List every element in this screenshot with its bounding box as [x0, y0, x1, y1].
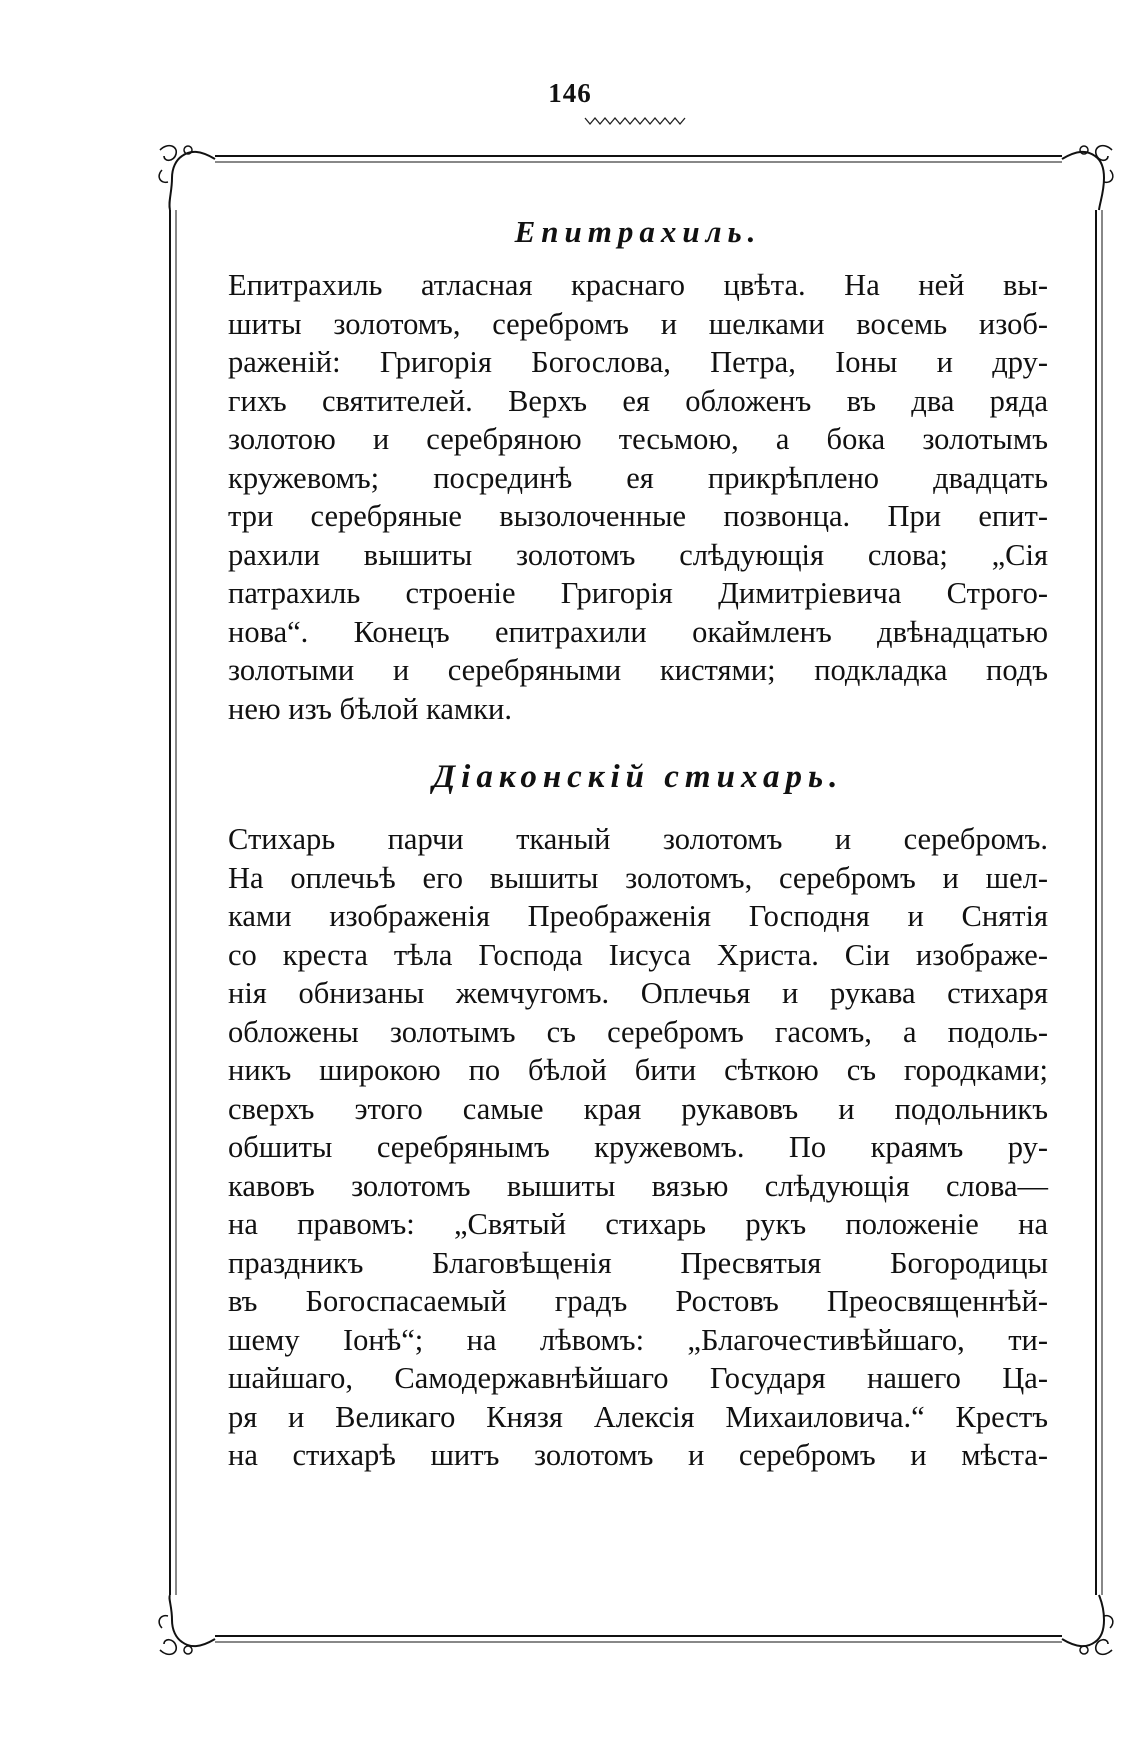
section-heading-deacon-sticharion: Діаконскій стихарь.	[432, 759, 844, 795]
text-line: Епитрахиль атласная краснаго цвѣта. На ней вы-	[228, 268, 1048, 302]
text-line: сверхъ этого самые края рукавовъ и подольникъ	[228, 1091, 1048, 1126]
text-line: шему Іонѣ“; на лѣвомъ: „Благочестивѣйшаго, ти-	[228, 1322, 1048, 1357]
section-heading-epitrachil: Епитрахиль.	[514, 214, 762, 249]
text-line: золотыми и серебряными кистями; подкладка подъ	[228, 653, 1048, 687]
text-line: рахили вышиты золотомъ слѣдующія слова; „Сія	[228, 537, 1048, 572]
text-line: на правомъ: „Святый стихарь рукъ положеніе на	[228, 1207, 1048, 1241]
text-line: золотою и серебряною тесьмою, а бока золотымъ	[228, 422, 1048, 456]
text-line: праздникъ Благовѣщенія Пресвятыя Богородицы	[228, 1245, 1048, 1280]
paragraph-deacon-sticharion	[228, 820, 1048, 1475]
text-line: раженій: Григорія Богослова, Петра, Іоны и дру-	[228, 345, 1048, 379]
text-line: со креста тѣла Господа Іисуса Христа. Сіи изображе-	[228, 937, 1048, 972]
text-line: нія обнизаны жемчугомъ. Оплечья и рукава стихаря	[228, 976, 1048, 1010]
text-line: гихъ святителей. Верхъ ея обложенъ въ два ряда	[228, 383, 1048, 418]
text-line: На оплечьѣ его вышиты золотомъ, серебромъ и шел-	[228, 860, 1048, 895]
text-line: ря и Великаго Князя Алексія Михаиловича.“ Крестъ	[228, 1399, 1048, 1434]
text-line: шиты золотомъ, серебромъ и шелками восемь изоб-	[228, 306, 1048, 341]
text-line: патрахиль строеніе Григорія Димитріевича Строго-	[228, 576, 1048, 610]
paragraph-epitrachil	[228, 266, 1048, 728]
text-line: на стихарѣ шитъ золотомъ и серебромъ и мѣста-	[228, 1438, 1048, 1472]
text-line: никъ широкою по бѣлой бити сѣткою съ городками;	[228, 1053, 1048, 1087]
page-number: 146	[548, 78, 592, 108]
text-line: Стихарь парчи тканый золотомъ и серебромъ.	[228, 822, 1048, 856]
text-line: въ Богоспасаемый градъ Ростовъ Преосвященнѣй-	[228, 1284, 1048, 1318]
text-line: три серебряные вызолоченные позвонца. При епит-	[228, 499, 1048, 533]
text-line: кружевомъ; посрединѣ ея прикрѣплено двадцать	[228, 460, 1048, 495]
text-line: нова“. Конецъ епитрахили окаймленъ двѣнадцатью	[228, 614, 1048, 649]
text-line: нею изъ бѣлой камки.	[228, 691, 512, 726]
text-line: обложены золотымъ съ серебромъ гасомъ, а подоль-	[228, 1014, 1048, 1049]
text-line: шайшаго, Самодержавнѣйшаго Государя нашего Ца-	[228, 1361, 1048, 1395]
text-line: кавовъ золотомъ вышиты вязью слѣдующія слова—	[228, 1168, 1048, 1203]
text-line: ками изображенія Преображенія Господня и Снятія	[228, 899, 1048, 933]
page-content	[228, 212, 1048, 1475]
text-line: обшиты серебрянымъ кружевомъ. По краямъ ру-	[228, 1130, 1048, 1164]
